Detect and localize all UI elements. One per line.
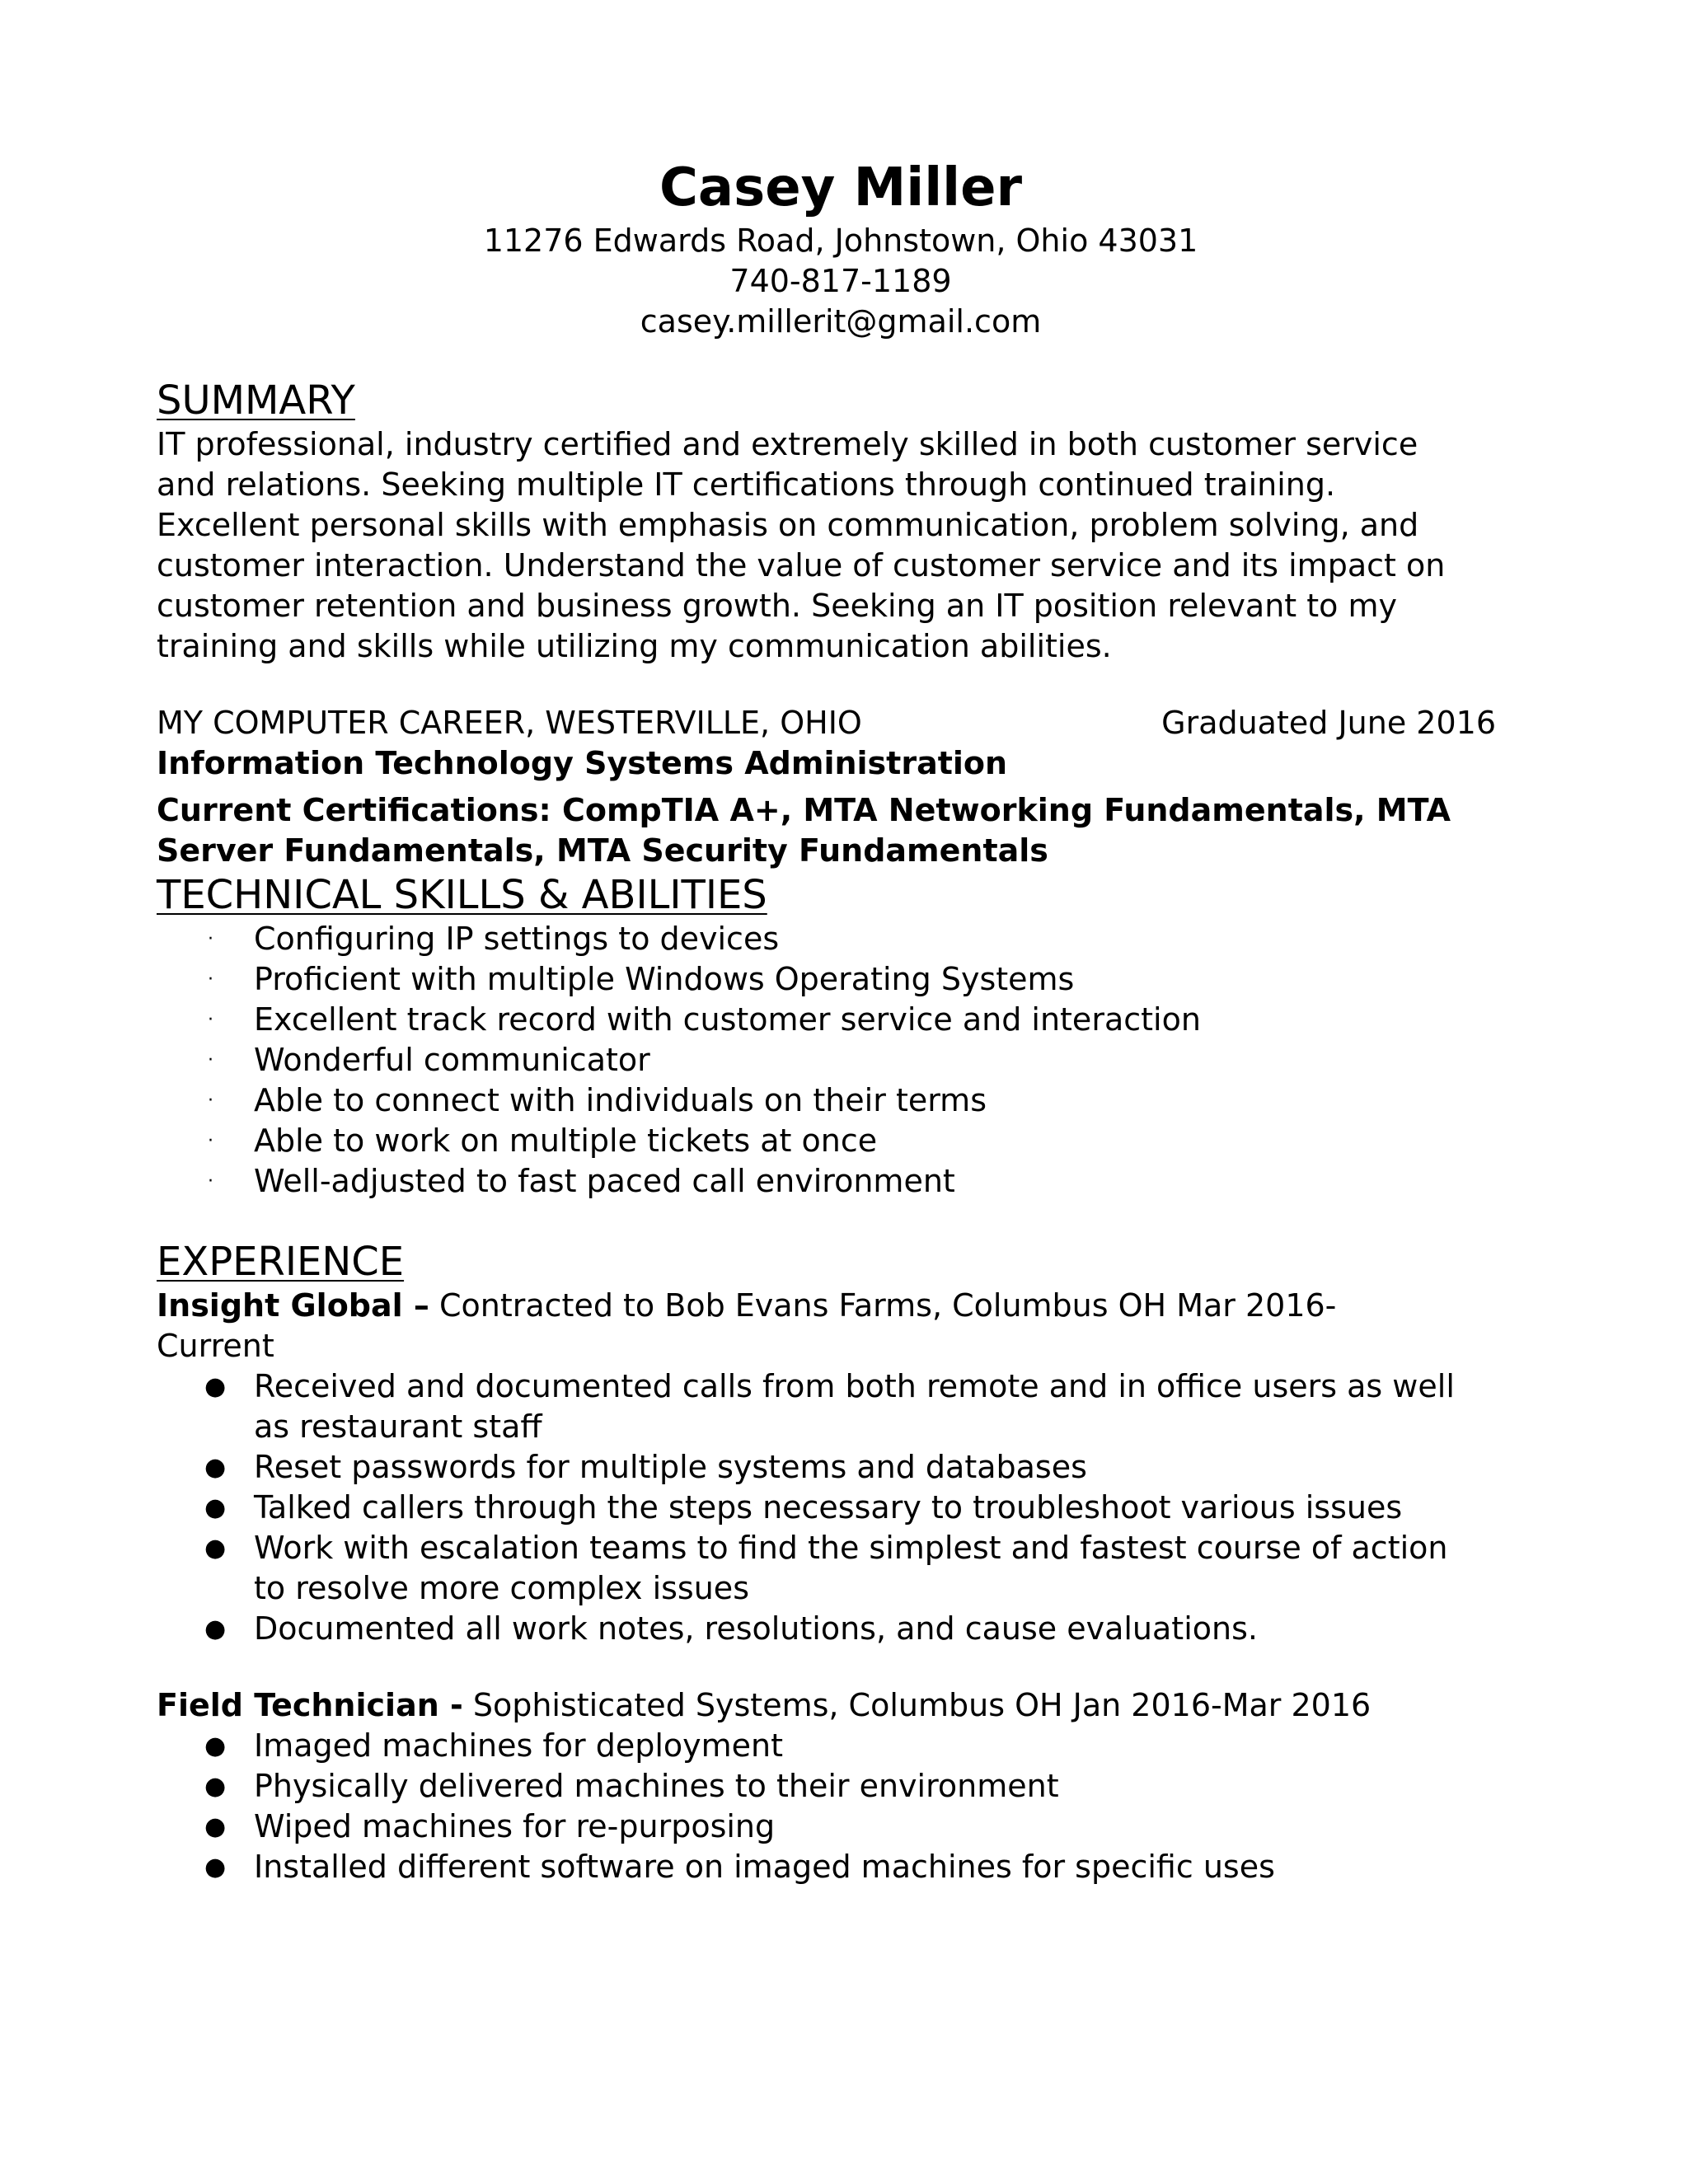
school-name: MY COMPUTER CAREER, WESTERVILLE, OHIO — [157, 705, 862, 741]
certifications-line: Server Fundamentals, MTA Security Fundamentals — [157, 832, 1048, 869]
list-item: ● Imaged machines for deployment — [157, 1726, 1558, 1766]
experience-section — [157, 1238, 1558, 1887]
skills-section — [157, 871, 1558, 1202]
list-item: ● Installed different software on imaged machines for specific uses — [157, 1847, 1558, 1887]
bullet-dot-icon: · — [208, 969, 213, 990]
list-item: · Excellent track record with customer service and interaction — [157, 1000, 1558, 1040]
summary-line: customer retention and business growth. Seeking an IT position relevant to my — [157, 588, 1398, 624]
education-section — [157, 703, 1558, 871]
job-entry — [157, 1286, 1558, 1649]
list-item: ● Physically delivered machines to their environment — [157, 1766, 1558, 1807]
summary-line: and relations. Seeking multiple IT certifications through continued training. — [157, 466, 1336, 503]
list-item: ● Reset passwords for multiple systems and databases — [157, 1447, 1558, 1488]
graduation-date: Graduated June 2016 — [1161, 705, 1496, 741]
bullet-circle-icon: ● — [204, 1534, 227, 1563]
list-item: · Able to connect with individuals on their terms — [157, 1080, 1558, 1121]
job-detail: Contracted to Bob Evans Farms, Columbus OH Mar 2016- — [429, 1287, 1337, 1324]
bullet-circle-icon: ● — [204, 1772, 227, 1801]
bullet-dot-icon: · — [208, 1090, 213, 1111]
bullet-circle-icon: ● — [204, 1372, 227, 1401]
list-item: · Able to work on multiple tickets at once — [157, 1121, 1558, 1161]
skills-heading: TECHNICAL SKILLS & ABILITIES — [157, 872, 767, 918]
program-name: Information Technology Systems Administration — [157, 745, 1008, 781]
bullet-dot-icon: · — [208, 1131, 213, 1151]
skills-list — [157, 919, 1558, 1202]
experience-heading: EXPERIENCE — [157, 1239, 405, 1285]
bullet-circle-icon: ● — [204, 1615, 227, 1643]
bullet-circle-icon: ● — [204, 1732, 227, 1760]
bullet-circle-icon: ● — [204, 1493, 227, 1522]
bullet-circle-icon: ● — [204, 1812, 227, 1841]
education-header — [157, 703, 1496, 743]
job-duties-list — [157, 1366, 1558, 1649]
bullet-circle-icon: ● — [204, 1453, 227, 1482]
summary-heading: SUMMARY — [157, 377, 355, 424]
bullet-dot-icon: · — [208, 1010, 213, 1030]
resume-page — [157, 155, 1558, 1887]
job-title: Insight Global – — [157, 1287, 429, 1324]
job-detail: Sophisticated Systems, Columbus OH Jan 2016-Mar 2016 — [462, 1687, 1372, 1723]
candidate-name: Casey Miller — [659, 157, 1023, 218]
email: casey.millerit@gmail.com — [640, 303, 1042, 340]
bullet-dot-icon: · — [208, 1050, 213, 1071]
phone: 740-817-1189 — [729, 263, 952, 299]
summary-section — [157, 377, 1558, 667]
list-item: · Proficient with multiple Windows Operating Systems — [157, 959, 1558, 1000]
summary-line: Excellent personal skills with emphasis on communication, problem solving, and — [157, 507, 1419, 543]
list-item: ● Wiped machines for re-purposing — [157, 1807, 1558, 1847]
job-entry — [157, 1685, 1558, 1887]
job-title-line — [157, 1286, 1558, 1326]
certifications-line: Current Certifications: CompTIA A+, MTA Networking Fundamentals, MTA — [157, 792, 1451, 828]
list-item: ● Received and documented calls from both remote and in office users as well as restaurant staff — [204, 1368, 1455, 1445]
job-title-line — [157, 1685, 1558, 1726]
list-item: · Well-adjusted to fast paced call environment — [157, 1161, 1558, 1202]
bullet-circle-icon: ● — [204, 1853, 227, 1882]
summary-line: training and skills while utilizing my communication abilities. — [157, 628, 1112, 664]
job-detail: Current — [157, 1328, 274, 1364]
resume-header — [157, 155, 1525, 342]
list-item: ● Talked callers through the steps necessary to troubleshoot various issues — [157, 1488, 1558, 1528]
list-item: · Wonderful communicator — [157, 1040, 1558, 1080]
job-title: Field Technician - — [157, 1687, 463, 1723]
summary-line: IT professional, industry certified and extremely skilled in both customer service — [157, 426, 1418, 462]
bullet-dot-icon: · — [208, 929, 213, 949]
job-duties-list — [157, 1726, 1558, 1887]
list-item: ● Documented all work notes, resolutions, and cause evaluations. — [157, 1609, 1558, 1649]
summary-line: customer interaction. Understand the value of customer service and its impact on — [157, 547, 1446, 583]
list-item: ● Work with escalation teams to find the simplest and fastest course of action to resolve more complex issues — [204, 1530, 1448, 1606]
bullet-dot-icon: · — [208, 1171, 213, 1192]
list-item: · Configuring IP settings to devices — [157, 919, 1558, 959]
address: 11276 Edwards Road, Johnstown, Ohio 43031 — [483, 223, 1198, 259]
